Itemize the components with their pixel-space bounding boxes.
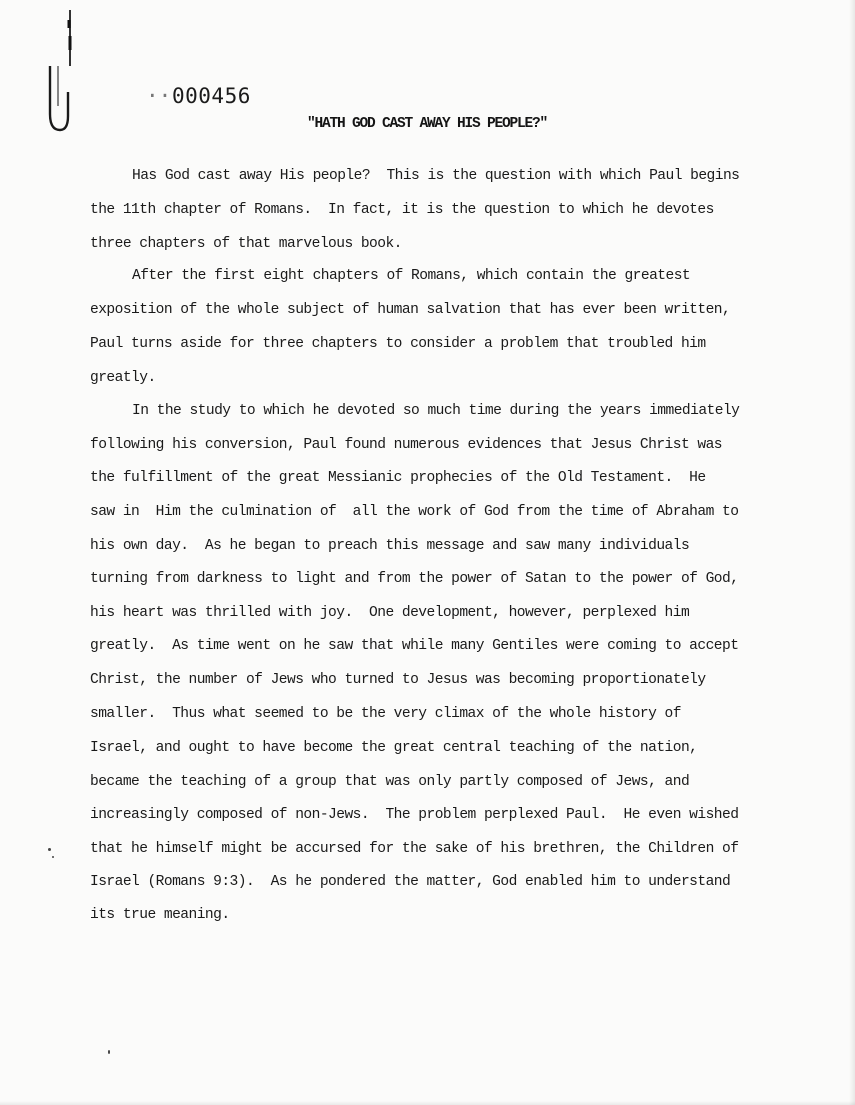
text-line: the fulfillment of the great Messianic prophecies of the Old Testament. He — [90, 470, 706, 486]
text-line: his heart was thrilled with joy. One development, however, perplexed him — [90, 605, 690, 621]
text-line: In the study to which he devoted so much time during the years immediately — [132, 403, 740, 419]
doc-number-dots: ·· — [146, 84, 172, 108]
page-title: "HATH GOD CAST AWAY HIS PEOPLE?" — [307, 116, 548, 132]
scan-speck — [108, 1050, 110, 1054]
text-line: Christ, the number of Jews who turned to Jesus was becoming proportionately — [90, 672, 706, 688]
page-edge-shadow — [0, 1101, 855, 1105]
page-edge-shadow — [849, 0, 855, 1105]
document-number: 000456 — [172, 84, 251, 108]
text-line: greatly. — [90, 370, 156, 386]
text-line: greatly. As time went on he saw that while many Gentiles were coming to accept — [90, 638, 739, 654]
text-line: turning from darkness to light and from the power of Satan to the power of God, — [90, 571, 739, 587]
text-line: his own day. As he began to preach this message and saw many individuals — [90, 538, 690, 554]
text-line: smaller. Thus what seemed to be the very climax of the whole history of — [90, 706, 681, 722]
text-line: following his conversion, Paul found numerous evidences that Jesus Christ was — [90, 437, 722, 453]
text-line: Paul turns aside for three chapters to consider a problem that troubled him — [90, 336, 706, 352]
text-line: After the first eight chapters of Romans, which contain the greatest — [132, 268, 691, 284]
text-line: saw in Him the culmination of all the work of God from the time of Abraham to — [90, 504, 739, 520]
text-line: three chapters of that marvelous book. — [90, 236, 402, 252]
scan-speck — [48, 848, 51, 851]
text-line: increasingly composed of non-Jews. The problem perplexed Paul. He even wished — [90, 807, 739, 823]
binder-clip-mark — [36, 6, 76, 136]
text-line: Israel, and ought to have become the great central teaching of the nation, — [90, 740, 698, 756]
scan-speck — [52, 856, 54, 858]
text-line: became the teaching of a group that was only partly composed of Jews, and — [90, 774, 690, 790]
text-line: its true meaning. — [90, 907, 230, 923]
text-line: Israel (Romans 9:3). As he pondered the matter, God enabled him to understand — [90, 874, 731, 890]
text-line: that he himself might be accursed for the sake of his brethren, the Children of — [90, 841, 739, 857]
text-line: Has God cast away His people? This is the question with which Paul begins — [132, 168, 740, 184]
text-line: the 11th chapter of Romans. In fact, it is the question to which he devotes — [90, 202, 714, 218]
text-line: exposition of the whole subject of human salvation that has ever been written, — [90, 302, 731, 318]
